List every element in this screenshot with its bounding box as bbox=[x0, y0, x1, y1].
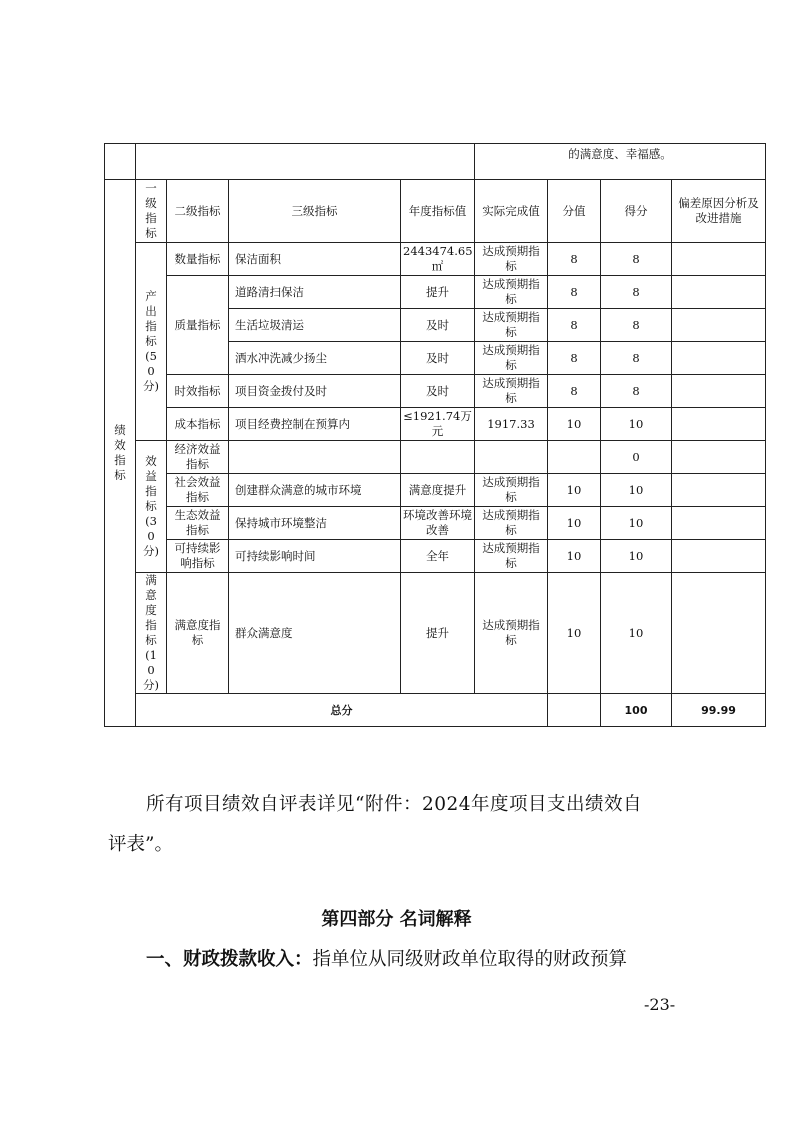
target-cell: 2443474.65㎡ bbox=[401, 243, 475, 276]
table-row bbox=[105, 144, 766, 180]
notes-cell bbox=[672, 474, 766, 507]
l3-cell: 洒水冲洗减少扬尘 bbox=[229, 342, 401, 375]
notes-cell bbox=[672, 342, 766, 375]
notes-cell bbox=[672, 540, 766, 573]
l3-cell: 保洁面积 bbox=[229, 243, 401, 276]
table-row bbox=[105, 573, 766, 694]
cell-empty bbox=[548, 694, 601, 727]
cell-empty bbox=[105, 144, 136, 180]
l2-cell: 生态效益指标 bbox=[167, 507, 229, 540]
score-cell: 10 bbox=[601, 573, 672, 694]
target-cell: 及时 bbox=[401, 375, 475, 408]
total-label: 总分 bbox=[136, 694, 548, 727]
weight-cell: 10 bbox=[548, 540, 601, 573]
target-cell: ≤1921.74万元 bbox=[401, 408, 475, 441]
l3-cell: 项目资金拨付及时 bbox=[229, 375, 401, 408]
weight-cell: 8 bbox=[548, 243, 601, 276]
actual-cell bbox=[475, 441, 548, 474]
l2-cell: 社会效益指标 bbox=[167, 474, 229, 507]
category-cell: 绩效指标 bbox=[105, 180, 136, 727]
term-label: 一、财政拨款收入： bbox=[146, 949, 313, 970]
section-title: 第四部分 名词解释 bbox=[321, 909, 472, 930]
header-notes: 偏差原因分析及改进措施 bbox=[672, 180, 766, 243]
header-actual: 实际完成值 bbox=[475, 180, 548, 243]
header-target: 年度指标值 bbox=[401, 180, 475, 243]
table-row bbox=[105, 243, 766, 276]
group-output: 产出指标(50分) bbox=[136, 243, 167, 441]
actual-cell: 达成预期指标 bbox=[475, 375, 548, 408]
l3-cell: 可持续影响时间 bbox=[229, 540, 401, 573]
header-row bbox=[105, 180, 766, 243]
table-row bbox=[105, 441, 766, 474]
score-cell: 8 bbox=[601, 243, 672, 276]
total-row bbox=[105, 694, 766, 727]
header-l1: 一级指标 bbox=[136, 180, 167, 243]
notes-cell bbox=[672, 507, 766, 540]
target-cell: 全年 bbox=[401, 540, 475, 573]
notes-cell bbox=[672, 309, 766, 342]
total-score: 99.99 bbox=[672, 694, 766, 727]
table-row bbox=[105, 540, 766, 573]
target-cell bbox=[401, 441, 475, 474]
table-row bbox=[105, 474, 766, 507]
notes-cell bbox=[672, 408, 766, 441]
actual-cell: 达成预期指标 bbox=[475, 342, 548, 375]
table-row bbox=[105, 507, 766, 540]
l3-cell: 创建群众满意的城市环境 bbox=[229, 474, 401, 507]
table-row bbox=[105, 276, 766, 309]
target-cell: 环境改善环境改善 bbox=[401, 507, 475, 540]
actual-cell: 达成预期指标 bbox=[475, 507, 548, 540]
notes-cell bbox=[672, 375, 766, 408]
actual-cell: 达成预期指标 bbox=[475, 309, 548, 342]
top-text: 的满意度、幸福感。 bbox=[475, 144, 766, 180]
target-cell: 提升 bbox=[401, 276, 475, 309]
term-text: 指单位从同级财政单位取得的财政预算 bbox=[312, 949, 628, 970]
group-benefit: 效益指标(30分) bbox=[136, 441, 167, 573]
target-cell: 满意度提升 bbox=[401, 474, 475, 507]
score-cell: 8 bbox=[601, 375, 672, 408]
score-cell: 8 bbox=[601, 276, 672, 309]
score-cell: 10 bbox=[601, 408, 672, 441]
notes-cell bbox=[672, 243, 766, 276]
l3-cell: 道路清扫保洁 bbox=[229, 276, 401, 309]
notes-cell bbox=[672, 276, 766, 309]
total-weight: 100 bbox=[601, 694, 672, 727]
weight-cell bbox=[548, 441, 601, 474]
weight-cell: 10 bbox=[548, 573, 601, 694]
l2-cell: 经济效益指标 bbox=[167, 441, 229, 474]
l2-cell: 时效指标 bbox=[167, 375, 229, 408]
l3-cell: 保持城市环境整洁 bbox=[229, 507, 401, 540]
actual-cell: 达成预期指标 bbox=[475, 540, 548, 573]
weight-cell: 10 bbox=[548, 408, 601, 441]
l3-cell bbox=[229, 441, 401, 474]
l2-cell: 可持续影响指标 bbox=[167, 540, 229, 573]
l3-cell: 群众满意度 bbox=[229, 573, 401, 694]
group-satisfaction: 满意度指标(10分) bbox=[136, 573, 167, 694]
score-cell: 8 bbox=[601, 342, 672, 375]
page-number: -23- bbox=[644, 995, 676, 1014]
score-cell: 10 bbox=[601, 474, 672, 507]
actual-cell: 1917.33 bbox=[475, 408, 548, 441]
header-score: 得分 bbox=[601, 180, 672, 243]
weight-cell: 10 bbox=[548, 474, 601, 507]
header-l3: 三级指标 bbox=[229, 180, 401, 243]
target-cell: 提升 bbox=[401, 573, 475, 694]
actual-cell: 达成预期指标 bbox=[475, 243, 548, 276]
l2-cell: 满意度指标 bbox=[167, 573, 229, 694]
notes-cell bbox=[672, 573, 766, 694]
actual-cell: 达成预期指标 bbox=[475, 276, 548, 309]
cell-empty bbox=[136, 144, 475, 180]
weight-cell: 8 bbox=[548, 342, 601, 375]
score-cell: 0 bbox=[601, 441, 672, 474]
notes-cell bbox=[672, 441, 766, 474]
weight-cell: 8 bbox=[548, 309, 601, 342]
term-paragraph bbox=[146, 945, 627, 975]
paragraph-line: 评表”。 bbox=[108, 834, 173, 855]
l3-cell: 生活垃圾清运 bbox=[229, 309, 401, 342]
l2-cell: 成本指标 bbox=[167, 408, 229, 441]
l3-cell: 项目经费控制在预算内 bbox=[229, 408, 401, 441]
performance-table bbox=[104, 143, 766, 727]
actual-cell: 达成预期指标 bbox=[475, 474, 548, 507]
paragraph-line: 所有项目绩效自评表详见“附件：2024年度项目支出绩效自 bbox=[146, 794, 643, 815]
score-cell: 10 bbox=[601, 507, 672, 540]
score-cell: 8 bbox=[601, 309, 672, 342]
score-cell: 10 bbox=[601, 540, 672, 573]
weight-cell: 8 bbox=[548, 375, 601, 408]
target-cell: 及时 bbox=[401, 309, 475, 342]
l2-cell: 数量指标 bbox=[167, 243, 229, 276]
actual-cell: 达成预期指标 bbox=[475, 573, 548, 694]
table-row bbox=[105, 408, 766, 441]
target-cell: 及时 bbox=[401, 342, 475, 375]
header-weight: 分值 bbox=[548, 180, 601, 243]
weight-cell: 10 bbox=[548, 507, 601, 540]
header-l2: 二级指标 bbox=[167, 180, 229, 243]
table-row bbox=[105, 375, 766, 408]
weight-cell: 8 bbox=[548, 276, 601, 309]
l2-cell: 质量指标 bbox=[167, 276, 229, 375]
